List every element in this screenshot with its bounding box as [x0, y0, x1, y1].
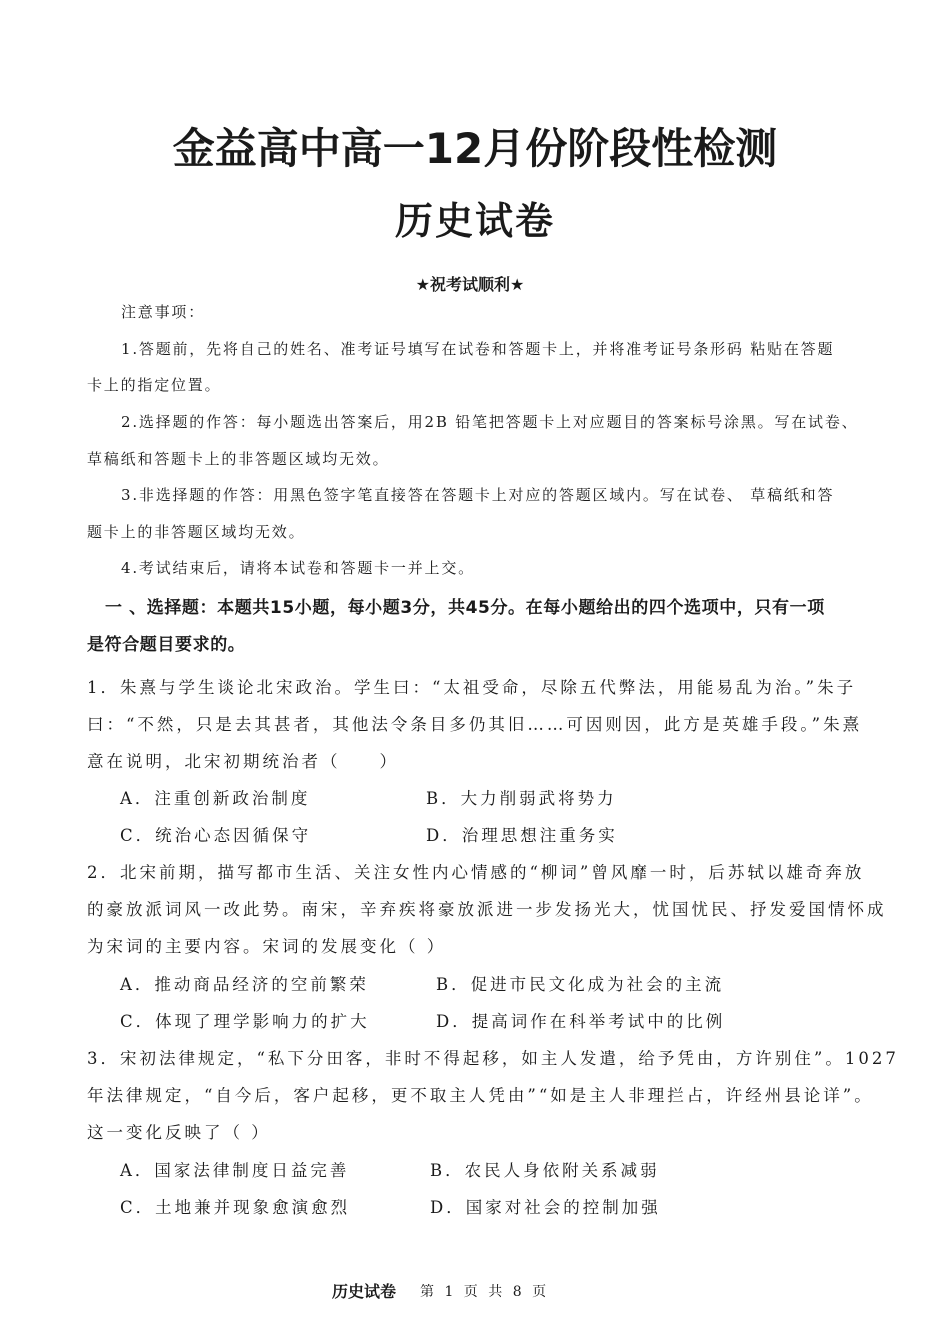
- footer-page-number: 第 1 页 共 8 页: [420, 1284, 550, 1300]
- question-2-option-b: B．促进市民文化成为社会的主流: [436, 975, 725, 994]
- notice-line-1: 1.答题前，先将自己的姓名、准考证号填写在试卷和答题卡上，并将准考证号条形码 粘贴在答题: [121, 340, 835, 358]
- notice-line-6: 题卡上的非答题区域均无效。: [87, 523, 306, 541]
- good-luck-banner: ★祝考试顺利★: [415, 275, 525, 294]
- notice-heading: 注意事项：: [121, 303, 206, 321]
- question-2-line-1: 2．北宋前期，描写都市生活、关注女性内心情感的“柳词”曾风靡一时，后苏轼以雄奇奔放: [87, 863, 865, 882]
- notice-line-3: 2.选择题的作答：每小题选出答案后，用2B 铅笔把答题卡上对应题目的答案标号涂黑。写在试卷、: [121, 413, 859, 431]
- section-heading-line-1: 一 、选择题：本题共15小题，每小题3分，共45分。在每小题给出的四个选项中，只有一项: [105, 598, 825, 618]
- question-2-option-a: A．推动商品经济的空前繁荣: [120, 975, 369, 994]
- question-3-line-1: 3．宋初法律规定，“私下分田客，非时不得起移，如主人发遣，给予凭由，方许别住”。1027: [87, 1049, 899, 1068]
- question-1-option-c: C．统治心态因循保守: [120, 826, 312, 845]
- question-1-option-a: A．注重创新政治制度: [120, 789, 311, 808]
- question-2-option-d: D．提高词作在科举考试中的比例: [436, 1012, 726, 1031]
- section-heading-line-2: 是符合题目要求的。: [87, 635, 246, 655]
- exam-subtitle: 历史试卷: [394, 199, 555, 243]
- question-1-option-b: B．大力削弱武将势力: [426, 789, 617, 808]
- question-1-line-1: 1．朱熹与学生谈论北宋政治。学生曰：“太祖受命，尽除五代弊法，用能易乱为治。”朱子: [87, 678, 857, 697]
- question-2-line-3: 为宋词的主要内容。宋词的发展变化（ ）: [87, 937, 447, 956]
- notice-line-5: 3.非选择题的作答：用黑色签字笔直接答在答题卡上对应的答题区域内。写在试卷、 草稿纸和答: [121, 486, 835, 504]
- question-3-option-c: C．土地兼并现象愈演愈烈: [120, 1198, 351, 1217]
- question-3-option-a: A．国家法律制度日益完善: [120, 1161, 350, 1180]
- question-3-line-2: 年法律规定，“自今后，客户起移，更不取主人凭由”“如是主人非理拦占，许经州县论详”。: [87, 1086, 874, 1105]
- notice-line-4: 草稿纸和答题卡上的非答题区域均无效。: [87, 450, 390, 468]
- question-3-line-3: 这一变化反映了（ ）: [87, 1123, 271, 1142]
- question-1-option-d: D．治理思想注重务实: [426, 826, 618, 845]
- question-1-line-2: 曰：“不然，只是去其甚者，其他法令条目多仍其旧……可因则因，此方是英雄手段。”朱熹: [87, 715, 863, 734]
- question-2-line-2: 的豪放派词风一改此势。南宋，辛弃疾将豪放派进一步发扬光大，忧国忧民、抒发爱国情怀成: [87, 900, 887, 919]
- footer-exam-name: 历史试卷: [332, 1282, 397, 1301]
- question-3-option-b: B．农民人身依附关系减弱: [430, 1161, 660, 1180]
- question-1-line-3: 意在说明，北宋初期统治者（ ）: [87, 752, 399, 771]
- question-2-option-c: C．体现了理学影响力的扩大: [120, 1012, 370, 1031]
- exam-title: 金益高中高一12月份阶段性检测: [172, 124, 778, 173]
- notice-line-7: 4.考试结束后，请将本试卷和答题卡一并上交。: [121, 559, 475, 577]
- notice-line-2: 卡上的指定位置。: [87, 376, 222, 394]
- question-3-option-d: D．国家对社会的控制加强: [430, 1198, 661, 1217]
